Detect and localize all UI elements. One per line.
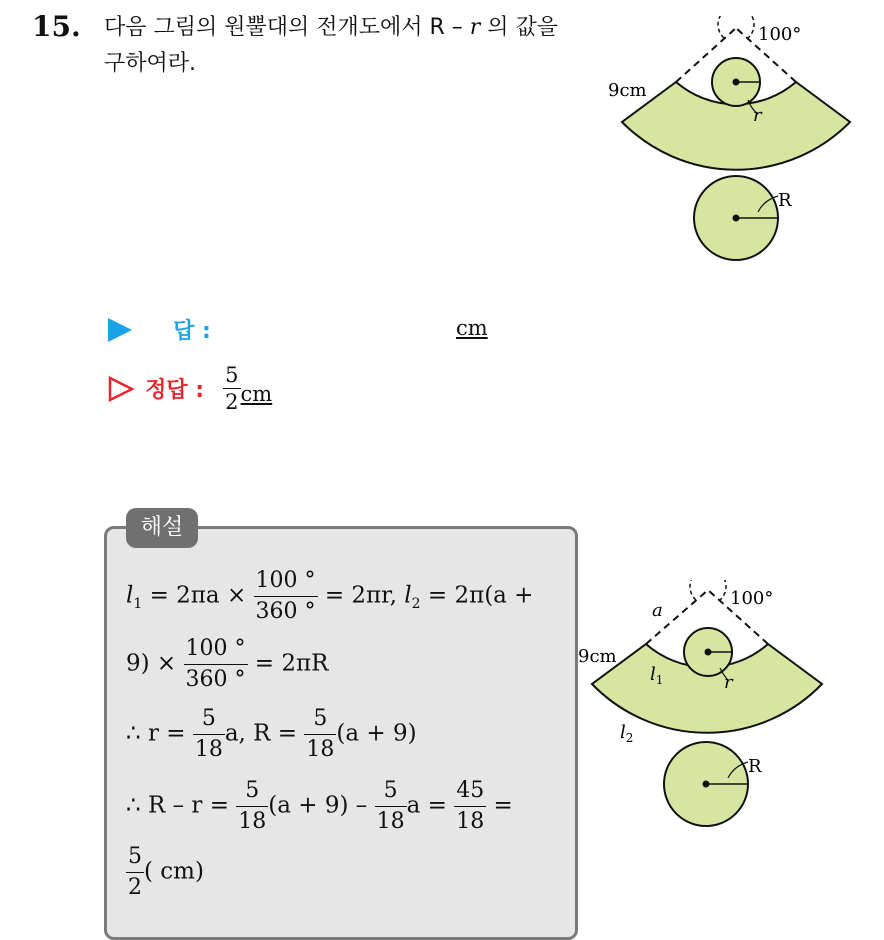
explanation-figure [574,580,834,830]
explanation-line-1: $l_1 = 2\pi a$ × $\frac{100 ^\circ}{360 ^\circ}$ = 2πr, $l_2 = 2\pi(a$ + [126,568,534,624]
answer-label: 답 : [173,319,211,344]
small-radius-label: r [724,672,733,693]
answer-row [108,314,211,348]
slant-label: 9cm [608,80,647,101]
explanation-line-4: ∴ R – r = $\frac{5}{18}$ (a + 9) – $\frac{5}{18}$ a = $\frac{45}{18}$ = [126,778,513,834]
l1-label: $l_1$ [650,664,664,687]
slant-label: 9cm [578,646,617,667]
angle-label: 100° [730,588,774,609]
small-radius-label: r [753,105,762,126]
correct-unit: cm [240,382,273,406]
a-label: a [652,600,663,621]
explanation-line-3: ∴ r = $\frac{5}{18}$ a, R = $\frac{5}{18}$ (a + 9) [126,706,417,762]
explanation-tag: 해설 [126,508,198,548]
frustum-net-figure [600,16,860,266]
l2-label: $l_2$ [620,722,634,745]
explanation-line-5: $\frac{5}{2}$ ( cm) [128,844,204,900]
large-radius-label: R [778,190,792,211]
angle-label: 100° [758,24,802,45]
explanation-line-2: 9) × $\frac{100 ^\circ}{360 ^\circ}$ = 2πR [126,636,329,692]
correct-fraction: $\frac{5}{2}$ [225,363,239,414]
correct-label: 정답 : [145,378,205,403]
question-number: 15. [32,10,81,43]
outline-triangle-icon [108,376,134,402]
answer-unit: cm [456,316,488,340]
large-radius-label: R [748,756,762,777]
play-icon [108,318,132,342]
question-text: 다음 그림의 원뿔대의 전개도에서 R – r 의 값을 구하여라. [104,15,559,76]
correct-answer-row [108,362,272,415]
